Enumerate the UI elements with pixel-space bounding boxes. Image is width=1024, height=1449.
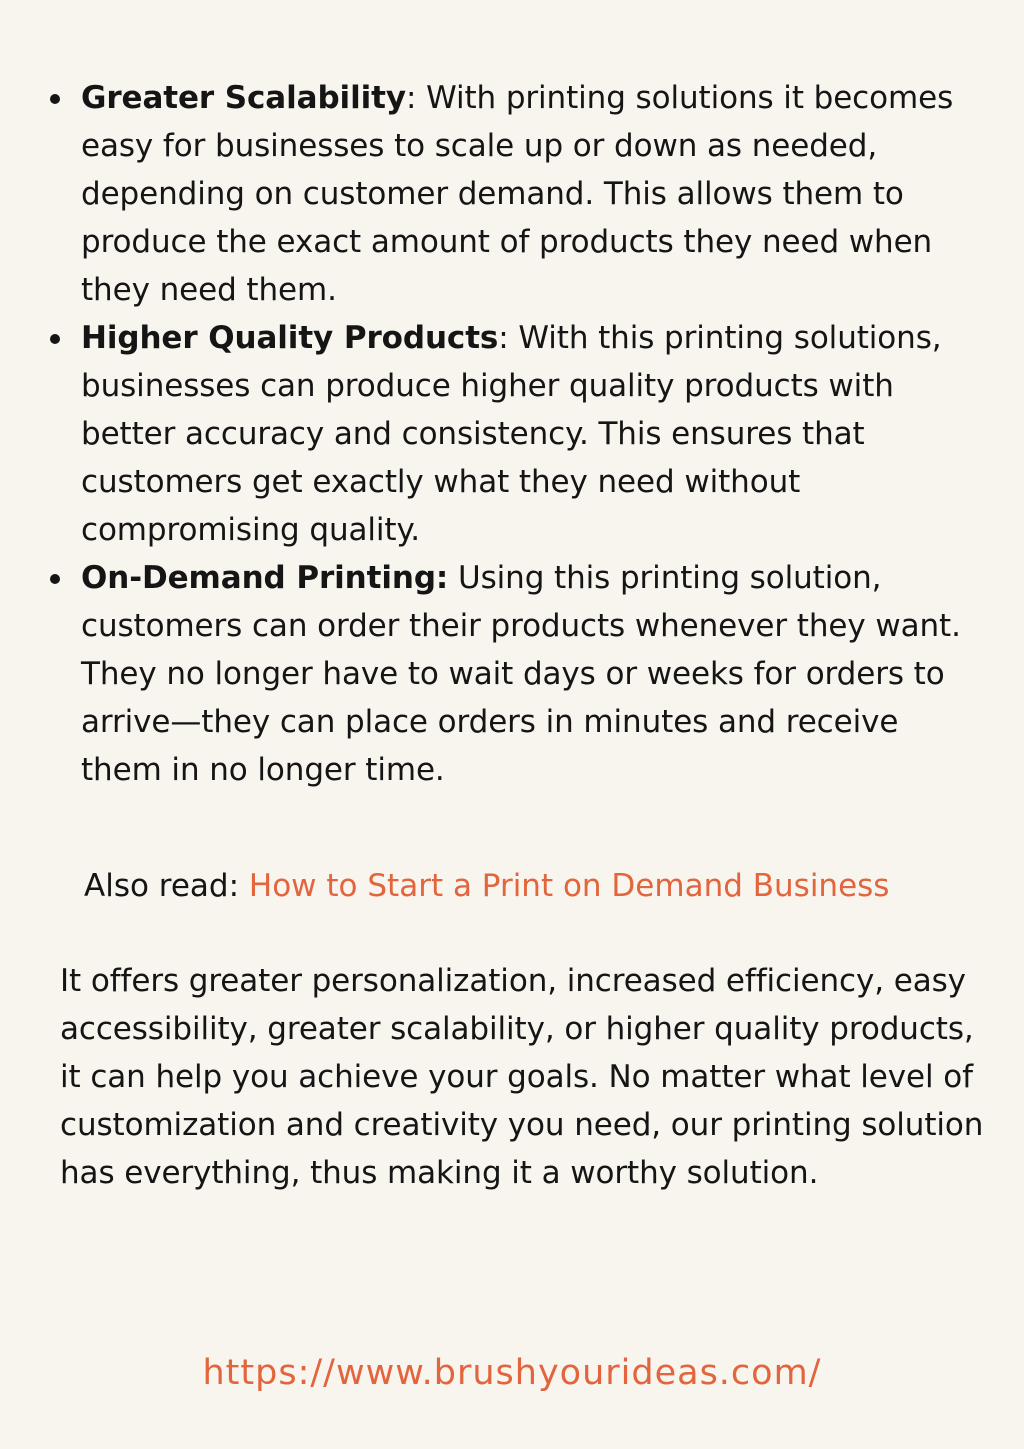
bullet-icon <box>50 94 60 104</box>
list-item <box>46 554 966 794</box>
list-item <box>46 314 966 554</box>
bullet-icon <box>50 574 60 584</box>
also-read-prefix: Also read: <box>84 868 249 904</box>
benefit-separator: : <box>498 320 519 356</box>
benefit-text: Using this printing solution, customers can order their products whenever they want. They no longer have to wait days or weeks for orders to arrive—they can place orders in minutes and receive them in no longer time. <box>81 560 961 788</box>
also-read-link[interactable]: How to Start a Print on Demand Business <box>248 868 890 904</box>
benefit-text: With printing solutions it becomes easy for businesses to scale up or down as needed, depending on customer demand. This allows them to produce the exact amount of products they need when they need them. <box>81 80 954 308</box>
benefit-term: Higher Quality Products <box>81 320 499 356</box>
benefit-term: On-Demand Printing: <box>81 560 449 596</box>
footer-url-link[interactable]: https://www.brushyourideas.com/ <box>202 1353 822 1393</box>
bullet-icon <box>50 334 60 344</box>
benefit-term: Greater Scalability <box>81 80 406 116</box>
benefit-separator <box>448 560 458 596</box>
summary-paragraph: It offers greater personalization, increased efficiency, easy accessibility, greater scalability, or higher quality products, it can help you achieve your goals. No matter what level of customization and creativity you need, our printing solution has everything, thus making it a worthy solution. <box>60 963 984 1191</box>
benefits-list <box>46 74 966 794</box>
also-read-line <box>84 862 889 910</box>
list-item <box>46 74 966 314</box>
benefit-text: With this printing solutions, businesses can produce higher quality products with better accuracy and consistency. This ensures that customers get exactly what they need without compromising quality. <box>81 320 942 548</box>
benefit-separator: : <box>405 80 427 116</box>
